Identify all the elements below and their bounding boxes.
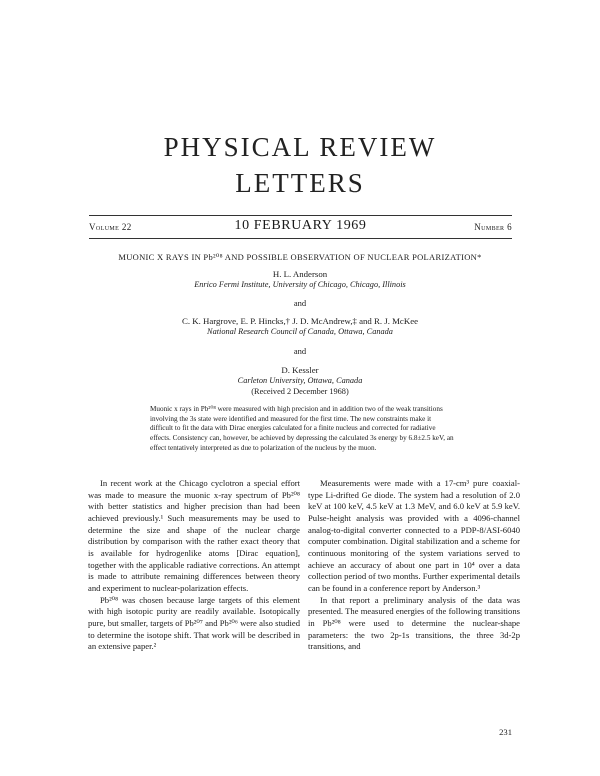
affiliation-line: Carleton University, Ottawa, Canada: [237, 376, 363, 385]
issue-header: [89, 219, 512, 235]
affiliation-line: Enrico Fermi Institute, University of Chicago, Chicago, Illinois: [194, 280, 406, 289]
paragraph: Measurements were made with a 17-cm³ pure coaxial-type Li-drifted Ge diode. The system had a resolution of 2.0 keV at 100 keV, 4.5 keV at 1.3 MeV, and 6.0 keV at 5.9 keV. Pulse-height analysis was provided with a 4096-channel analog-to-digital converter connected to a PDP-8/ASI-6040 computer combination. Digital stabilization and a scheme for continuous monitoring of the system variations served to achieve an accuracy of about one part in 10⁴ over a data collection period of two months. Further experimental details can be found in a conference report by Anderson.³: [308, 478, 520, 593]
and-separator: and: [293, 346, 307, 356]
received-date: (Received 2 December 1968): [251, 387, 349, 396]
body-column-left: [88, 478, 300, 653]
author-line: H. L. Anderson: [272, 269, 328, 279]
author-line: C. K. Hargrove, E. P. Hincks,† J. D. McAndrew,‡ and R. J. McKee: [181, 316, 419, 326]
abstract: Muonic x rays in Pb²⁰⁸ were measured with high precision and in addition two of the weak transitions involving the 3s state were identified and measured for the first time. The new constraints make it difficult to fit the data with Dirac energies calculated for a finite nucleus and corrected for radiative effects. Consistency can, however, be achieved by depressing the calculated 3s energy by 6.8±2.5 keV, an effect tentatively interpreted as due to polarization of the nucleus by the muon.: [150, 405, 454, 452]
journal-title-line2: LETTERS: [235, 168, 365, 198]
affiliation-line: National Research Council of Canada, Ottawa, Canada: [207, 327, 393, 336]
header-rule-bottom: [89, 238, 512, 239]
body-column-right: [308, 478, 520, 653]
paragraph: In that report a preliminary analysis of the data was presented. The measured energies of the following transitions in Pb²⁰⁸ were used to determine the nuclear-shape parameters: the two 2p-1s transitions, the three 3d-2p transitions, and: [308, 594, 520, 652]
journal-title-line1: PHYSICAL REVIEW: [163, 132, 437, 162]
author-line: D. Kessler: [281, 365, 319, 375]
page-number: 231: [499, 727, 512, 737]
and-separator: and: [293, 298, 307, 308]
paragraph: Pb²⁰⁸ was chosen because large targets of this element with high isotopic purity are readily available. Isotopically pure, but smaller, targets of Pb²⁰⁷ and Pb²⁰⁶ were also studied to determine the isotope shift. That work will be described in an extensive paper.²: [88, 594, 300, 652]
article-title: MUONIC X RAYS IN Pb²⁰⁸ AND POSSIBLE OBSERVATION OF NUCLEAR POLARIZATION*: [118, 252, 482, 262]
number-label: Number 6: [474, 222, 512, 232]
paragraph: In recent work at the Chicago cyclotron a special effort was made to measure the muonic x-ray spectrum of Pb²⁰⁸ with better statistics and higher precision than had been achieved previously.¹ Such measurements may be used to determine the size and shape of the nuclear charge distribution by comparison with the rather exact theory that is available for hydrogenlike atoms [Dirac equation], together with the applicable radiative corrections. An attempt is made to attribute remaining differences between theory and experiment to nuclear-polarization effects.: [88, 478, 300, 593]
header-rule-top: [89, 215, 512, 216]
issue-date: 10 FEBRUARY 1969: [234, 218, 367, 233]
volume-label: Volume 22: [89, 222, 132, 232]
